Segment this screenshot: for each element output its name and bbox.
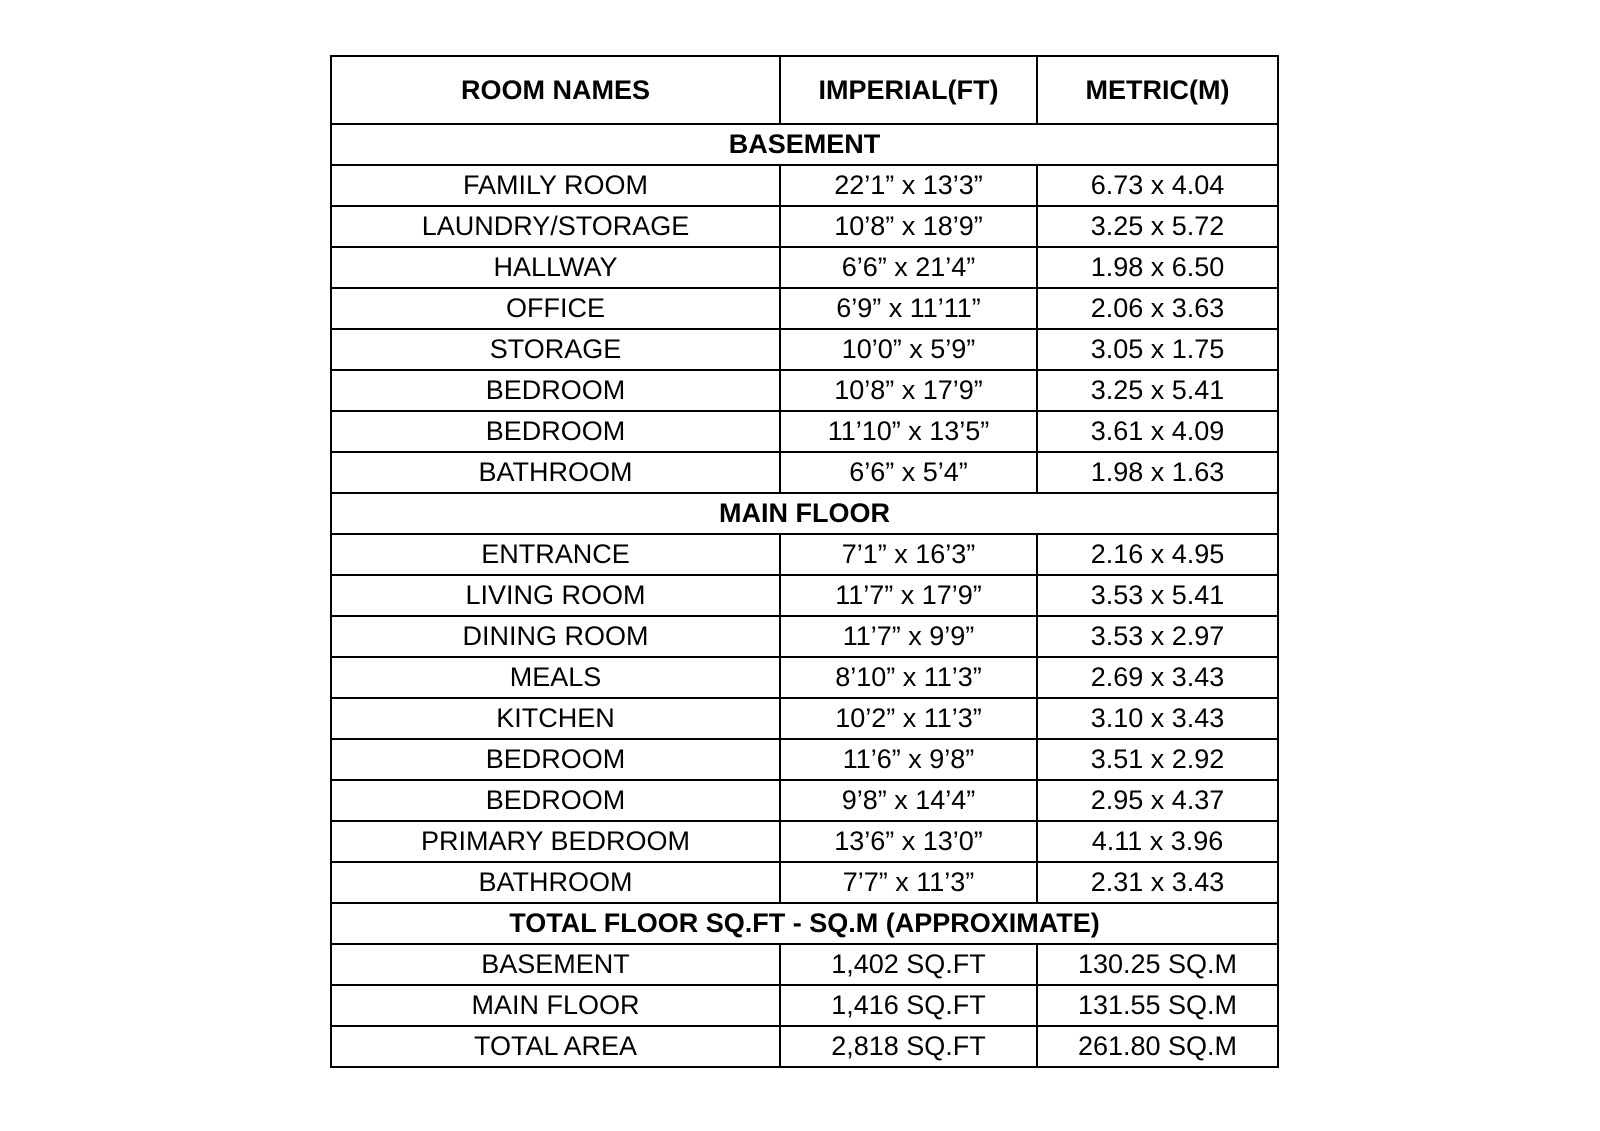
table-row — [331, 1026, 1278, 1067]
table-row — [331, 862, 1278, 903]
table-row — [331, 698, 1278, 739]
metric-dimension-cell: 3.25 x 5.41 — [1037, 370, 1278, 411]
room-name-cell: MEALS — [331, 657, 780, 698]
imperial-dimension-cell: 22’1” x 13’3” — [780, 165, 1037, 206]
room-name-cell: LAUNDRY/STORAGE — [331, 206, 780, 247]
metric-dimension-cell: 3.53 x 5.41 — [1037, 575, 1278, 616]
room-name-cell: OFFICE — [331, 288, 780, 329]
section-title: MAIN FLOOR — [331, 493, 1278, 534]
imperial-dimension-cell: 13’6” x 13’0” — [780, 821, 1037, 862]
metric-dimension-cell: 3.25 x 5.72 — [1037, 206, 1278, 247]
table-row — [331, 452, 1278, 493]
table-header-row — [331, 56, 1278, 124]
table-row — [331, 821, 1278, 862]
metric-dimension-cell: 3.51 x 2.92 — [1037, 739, 1278, 780]
room-name-cell: KITCHEN — [331, 698, 780, 739]
table-row — [331, 288, 1278, 329]
room-name-cell: BEDROOM — [331, 780, 780, 821]
imperial-dimension-cell: 11’7” x 9’9” — [780, 616, 1037, 657]
room-name-cell: BEDROOM — [331, 739, 780, 780]
metric-dimension-cell: 4.11 x 3.96 — [1037, 821, 1278, 862]
header-metric: METRIC(M) — [1037, 56, 1278, 124]
room-name-cell: DINING ROOM — [331, 616, 780, 657]
room-name-cell: MAIN FLOOR — [331, 985, 780, 1026]
metric-dimension-cell: 3.05 x 1.75 — [1037, 329, 1278, 370]
metric-dimension-cell: 6.73 x 4.04 — [1037, 165, 1278, 206]
room-name-cell: BATHROOM — [331, 452, 780, 493]
room-name-cell: BEDROOM — [331, 370, 780, 411]
table-row — [331, 370, 1278, 411]
table-row — [331, 206, 1278, 247]
imperial-dimension-cell: 1,402 SQ.FT — [780, 944, 1037, 985]
imperial-dimension-cell: 8’10” x 11’3” — [780, 657, 1037, 698]
table-row — [331, 575, 1278, 616]
section-title: TOTAL FLOOR SQ.FT - SQ.M (APPROXIMATE) — [331, 903, 1278, 944]
imperial-dimension-cell: 6’6” x 5’4” — [780, 452, 1037, 493]
table-row — [331, 411, 1278, 452]
section-header-row — [331, 903, 1278, 944]
room-name-cell: BATHROOM — [331, 862, 780, 903]
room-name-cell: PRIMARY BEDROOM — [331, 821, 780, 862]
room-name-cell: FAMILY ROOM — [331, 165, 780, 206]
imperial-dimension-cell: 11’7” x 17’9” — [780, 575, 1037, 616]
metric-dimension-cell: 3.10 x 3.43 — [1037, 698, 1278, 739]
imperial-dimension-cell: 10’8” x 18’9” — [780, 206, 1037, 247]
room-name-cell: BEDROOM — [331, 411, 780, 452]
room-name-cell: TOTAL AREA — [331, 1026, 780, 1067]
metric-dimension-cell: 1.98 x 6.50 — [1037, 247, 1278, 288]
metric-dimension-cell: 2.06 x 3.63 — [1037, 288, 1278, 329]
table-row — [331, 780, 1278, 821]
imperial-dimension-cell: 6’9” x 11’11” — [780, 288, 1037, 329]
room-name-cell: LIVING ROOM — [331, 575, 780, 616]
header-room-names: ROOM NAMES — [331, 56, 780, 124]
imperial-dimension-cell: 9’8” x 14’4” — [780, 780, 1037, 821]
metric-dimension-cell: 3.61 x 4.09 — [1037, 411, 1278, 452]
table-row — [331, 944, 1278, 985]
metric-dimension-cell: 3.53 x 2.97 — [1037, 616, 1278, 657]
metric-dimension-cell: 2.69 x 3.43 — [1037, 657, 1278, 698]
table-body — [331, 124, 1278, 1067]
table-row — [331, 985, 1278, 1026]
room-name-cell: BASEMENT — [331, 944, 780, 985]
imperial-dimension-cell: 2,818 SQ.FT — [780, 1026, 1037, 1067]
imperial-dimension-cell: 7’1” x 16’3” — [780, 534, 1037, 575]
table-row — [331, 616, 1278, 657]
imperial-dimension-cell: 10’8” x 17’9” — [780, 370, 1037, 411]
table-row — [331, 739, 1278, 780]
imperial-dimension-cell: 10’2” x 11’3” — [780, 698, 1037, 739]
imperial-dimension-cell: 11’6” x 9’8” — [780, 739, 1037, 780]
metric-dimension-cell: 261.80 SQ.M — [1037, 1026, 1278, 1067]
metric-dimension-cell: 2.16 x 4.95 — [1037, 534, 1278, 575]
room-name-cell: STORAGE — [331, 329, 780, 370]
table-row — [331, 247, 1278, 288]
imperial-dimension-cell: 10’0” x 5’9” — [780, 329, 1037, 370]
metric-dimension-cell: 130.25 SQ.M — [1037, 944, 1278, 985]
metric-dimension-cell: 2.31 x 3.43 — [1037, 862, 1278, 903]
room-dimensions-table — [330, 55, 1279, 1068]
imperial-dimension-cell: 7’7” x 11’3” — [780, 862, 1037, 903]
imperial-dimension-cell: 1,416 SQ.FT — [780, 985, 1037, 1026]
imperial-dimension-cell: 6’6” x 21’4” — [780, 247, 1037, 288]
room-name-cell: ENTRANCE — [331, 534, 780, 575]
section-header-row — [331, 493, 1278, 534]
imperial-dimension-cell: 11’10” x 13’5” — [780, 411, 1037, 452]
section-title: BASEMENT — [331, 124, 1278, 165]
metric-dimension-cell: 131.55 SQ.M — [1037, 985, 1278, 1026]
metric-dimension-cell: 1.98 x 1.63 — [1037, 452, 1278, 493]
room-name-cell: HALLWAY — [331, 247, 780, 288]
table-row — [331, 534, 1278, 575]
section-header-row — [331, 124, 1278, 165]
table-row — [331, 165, 1278, 206]
table-row — [331, 329, 1278, 370]
header-imperial: IMPERIAL(FT) — [780, 56, 1037, 124]
table-row — [331, 657, 1278, 698]
metric-dimension-cell: 2.95 x 4.37 — [1037, 780, 1278, 821]
